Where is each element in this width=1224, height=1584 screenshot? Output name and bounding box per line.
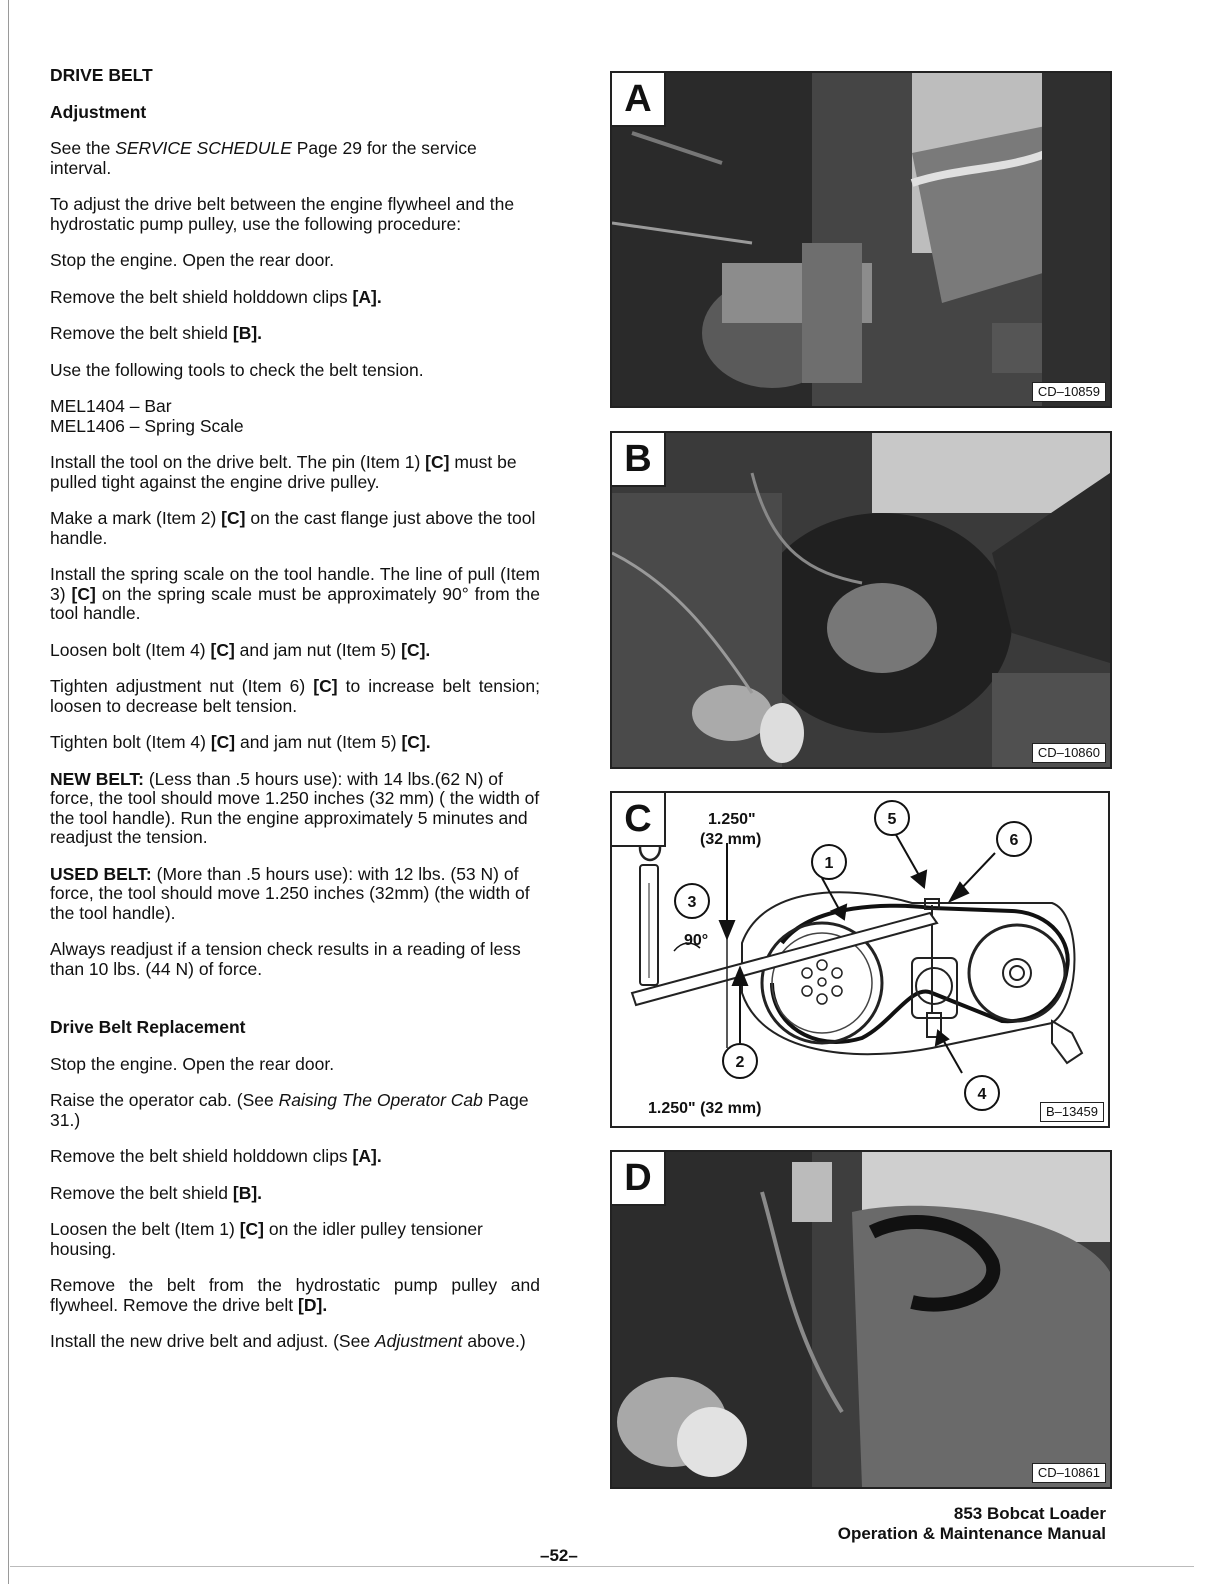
angle-label: 90°	[684, 932, 709, 949]
figure-a	[610, 71, 1112, 408]
fig-ref: [C]	[71, 583, 96, 604]
spring-scale-step	[50, 565, 540, 624]
stop-engine-step: Stop the engine. Open the rear door.	[50, 250, 335, 270]
fig-ref: [B].	[232, 323, 263, 343]
adjustment-heading: Adjustment	[50, 101, 147, 122]
install-belt-step	[50, 1332, 540, 1352]
callout-2: 2	[735, 1054, 745, 1071]
figure-d	[610, 1150, 1112, 1489]
belt-removal-photo-d	[612, 1152, 1110, 1487]
callout-3: 3	[687, 894, 697, 911]
callout-4: 4	[977, 1086, 987, 1103]
service-pre: See the	[50, 138, 116, 158]
section-heading: DRIVE BELT	[50, 65, 153, 85]
step-text: Install the new drive belt and adjust. (See	[50, 1331, 375, 1351]
fig-ref: [C]	[313, 676, 338, 696]
replacement-clips-step	[50, 1147, 540, 1167]
raise-cab-step	[50, 1091, 540, 1130]
readjust-note: Always readjust if a tension check results in a reading of less than 10 lbs. (44 N) of force.	[50, 939, 521, 979]
callout-1: 1	[824, 855, 834, 872]
figure-letter: B	[612, 433, 666, 487]
dimension-bottom: 1.250" (32 mm)	[648, 1100, 762, 1117]
step-text: Loosen bolt (Item 4)	[50, 639, 211, 660]
figure-b	[610, 431, 1112, 769]
step-text: Remove the belt shield	[50, 1182, 233, 1203]
step-text: and jam nut (Item 5)	[235, 732, 402, 752]
dimension-top-inches: 1.250"	[708, 811, 756, 828]
remove-clips-step	[50, 288, 540, 308]
fig-ref: [C]	[210, 732, 236, 752]
fig-ref: [C]	[425, 452, 450, 472]
fig-ref: [C]	[221, 508, 246, 528]
callout-5: 5	[887, 811, 897, 828]
tools-intro: Use the following tools to check the belt tension.	[50, 359, 424, 380]
tool-item: MEL1404 – Bar	[50, 396, 172, 416]
page-number: –52–	[540, 1546, 578, 1565]
figure-code: CD–10859	[1032, 382, 1106, 402]
raising-cab-ref: Raising The Operator Cab	[278, 1090, 483, 1110]
step-text: to increase belt tension; loosen to decrease belt tension.	[50, 676, 540, 716]
belt-tension-diagram	[612, 793, 1108, 1126]
step-text: Install the tool on the drive belt. The pin (Item 1)	[50, 452, 426, 472]
adjustment-ref: Adjustment	[374, 1331, 463, 1351]
fig-ref: [A].	[352, 1146, 382, 1166]
figure-letter: A	[612, 73, 666, 127]
tools-list	[50, 397, 540, 436]
new-belt-spec	[50, 770, 540, 848]
step-text: on the idler pulley tensioner housing.	[50, 1219, 483, 1259]
new-belt-label: NEW BELT:	[50, 768, 144, 789]
footer-line-2: Operation & Maintenance Manual	[837, 1524, 1106, 1543]
fig-ref: [B].	[232, 1182, 263, 1203]
remove-belt-step	[50, 1276, 540, 1315]
scan-bottom-line	[10, 1566, 1194, 1567]
clips-text: Remove the belt shield holddown clips	[50, 286, 353, 307]
service-post: Page 29 for the service interval.	[50, 138, 477, 178]
tool-item: MEL1406 – Spring Scale	[50, 415, 244, 436]
replacement-shield-step	[50, 1184, 540, 1204]
replacement-stop-step: Stop the engine. Open the rear door.	[50, 1053, 335, 1074]
tighten-nut-step	[50, 677, 540, 716]
service-paragraph	[50, 139, 540, 178]
tension-tool-bar	[632, 913, 937, 1005]
step-text: Page 31.)	[50, 1090, 529, 1130]
used-belt-spec	[50, 865, 540, 924]
service-schedule-ref: SERVICE SCHEDULE	[115, 138, 292, 158]
figure-code: B–13459	[1040, 1102, 1104, 1122]
manual-title-footer	[838, 1504, 1106, 1544]
intro-paragraph: To adjust the drive belt between the engine flywheel and the hydrostatic pump pulley, use the following procedure:	[50, 194, 515, 234]
figure-code: CD–10860	[1032, 743, 1106, 763]
step-text: Tighten bolt (Item 4)	[50, 732, 211, 752]
used-belt-label: USED BELT:	[50, 863, 152, 884]
fig-ref: [C]	[239, 1219, 264, 1239]
make-mark-step	[50, 509, 540, 548]
fig-ref: [D].	[298, 1294, 328, 1315]
flywheel-bolt-pattern	[802, 960, 842, 1004]
fig-ref: [C].	[401, 732, 431, 752]
pump-pulley	[969, 925, 1065, 1021]
footer-line-1: 853 Bobcat Loader	[953, 1504, 1106, 1523]
callout-6: 6	[1009, 832, 1019, 849]
figure-code: CD–10861	[1032, 1463, 1106, 1483]
step-text: above.)	[462, 1331, 526, 1351]
tighten-bolt-step	[50, 733, 540, 753]
idler-tensioner-housing	[912, 958, 957, 1018]
engine-photo-a	[612, 73, 1110, 406]
page-edge-line	[8, 0, 9, 1584]
fig-ref: [C]	[210, 639, 235, 660]
fig-ref: [C].	[401, 639, 431, 660]
step-text: Loosen the belt (Item 1)	[50, 1219, 240, 1239]
figure-letter: D	[612, 1152, 666, 1206]
text-column	[50, 66, 540, 1369]
step-text: Remove the belt shield holddown clips	[50, 1146, 353, 1166]
install-tool-step	[50, 453, 540, 492]
belt-shield-photo-b	[612, 433, 1110, 767]
step-text: Remove the belt from the hydrostatic pump pulley and flywheel. Remove the drive belt	[50, 1275, 540, 1315]
replacement-heading: Drive Belt Replacement	[50, 1017, 246, 1037]
fig-ref: [A].	[352, 286, 382, 307]
spec-text: (Less than .5 hours use): with 14 lbs.(62 N) of force, the tool should move 1.250 inches (32 mm) ( the width of the tool handle). Run the engine approximately 5 minutes and readjust the tension.	[50, 768, 540, 847]
step-text: on the spring scale must be approximately 90° from the tool handle.	[50, 583, 540, 623]
shield-text: Remove the belt shield	[50, 323, 233, 343]
step-text: Install the spring scale on the tool handle. The line of pull (Item 3)	[50, 564, 540, 604]
remove-shield-step	[50, 324, 540, 344]
dimension-top-mm: (32 mm)	[700, 831, 762, 848]
step-text: Tighten adjustment nut (Item 6)	[50, 676, 314, 696]
loosen-belt-step	[50, 1220, 540, 1259]
step-text: Raise the operator cab. (See	[50, 1090, 279, 1110]
figure-letter: C	[612, 793, 666, 847]
step-text: on the cast flange just above the tool handle.	[50, 508, 536, 548]
loosen-bolt-step	[50, 641, 540, 661]
step-text: Make a mark (Item 2)	[50, 508, 222, 528]
step-text: must be pulled tight against the engine drive pulley.	[50, 452, 517, 492]
figure-c-diagram	[610, 791, 1110, 1128]
spec-text: (More than .5 hours use): with 12 lbs. (53 N) of force, the tool should move 1.250 inches (32mm) (the width of the tool handle).	[50, 863, 530, 923]
step-text: and jam nut (Item 5)	[234, 639, 402, 660]
